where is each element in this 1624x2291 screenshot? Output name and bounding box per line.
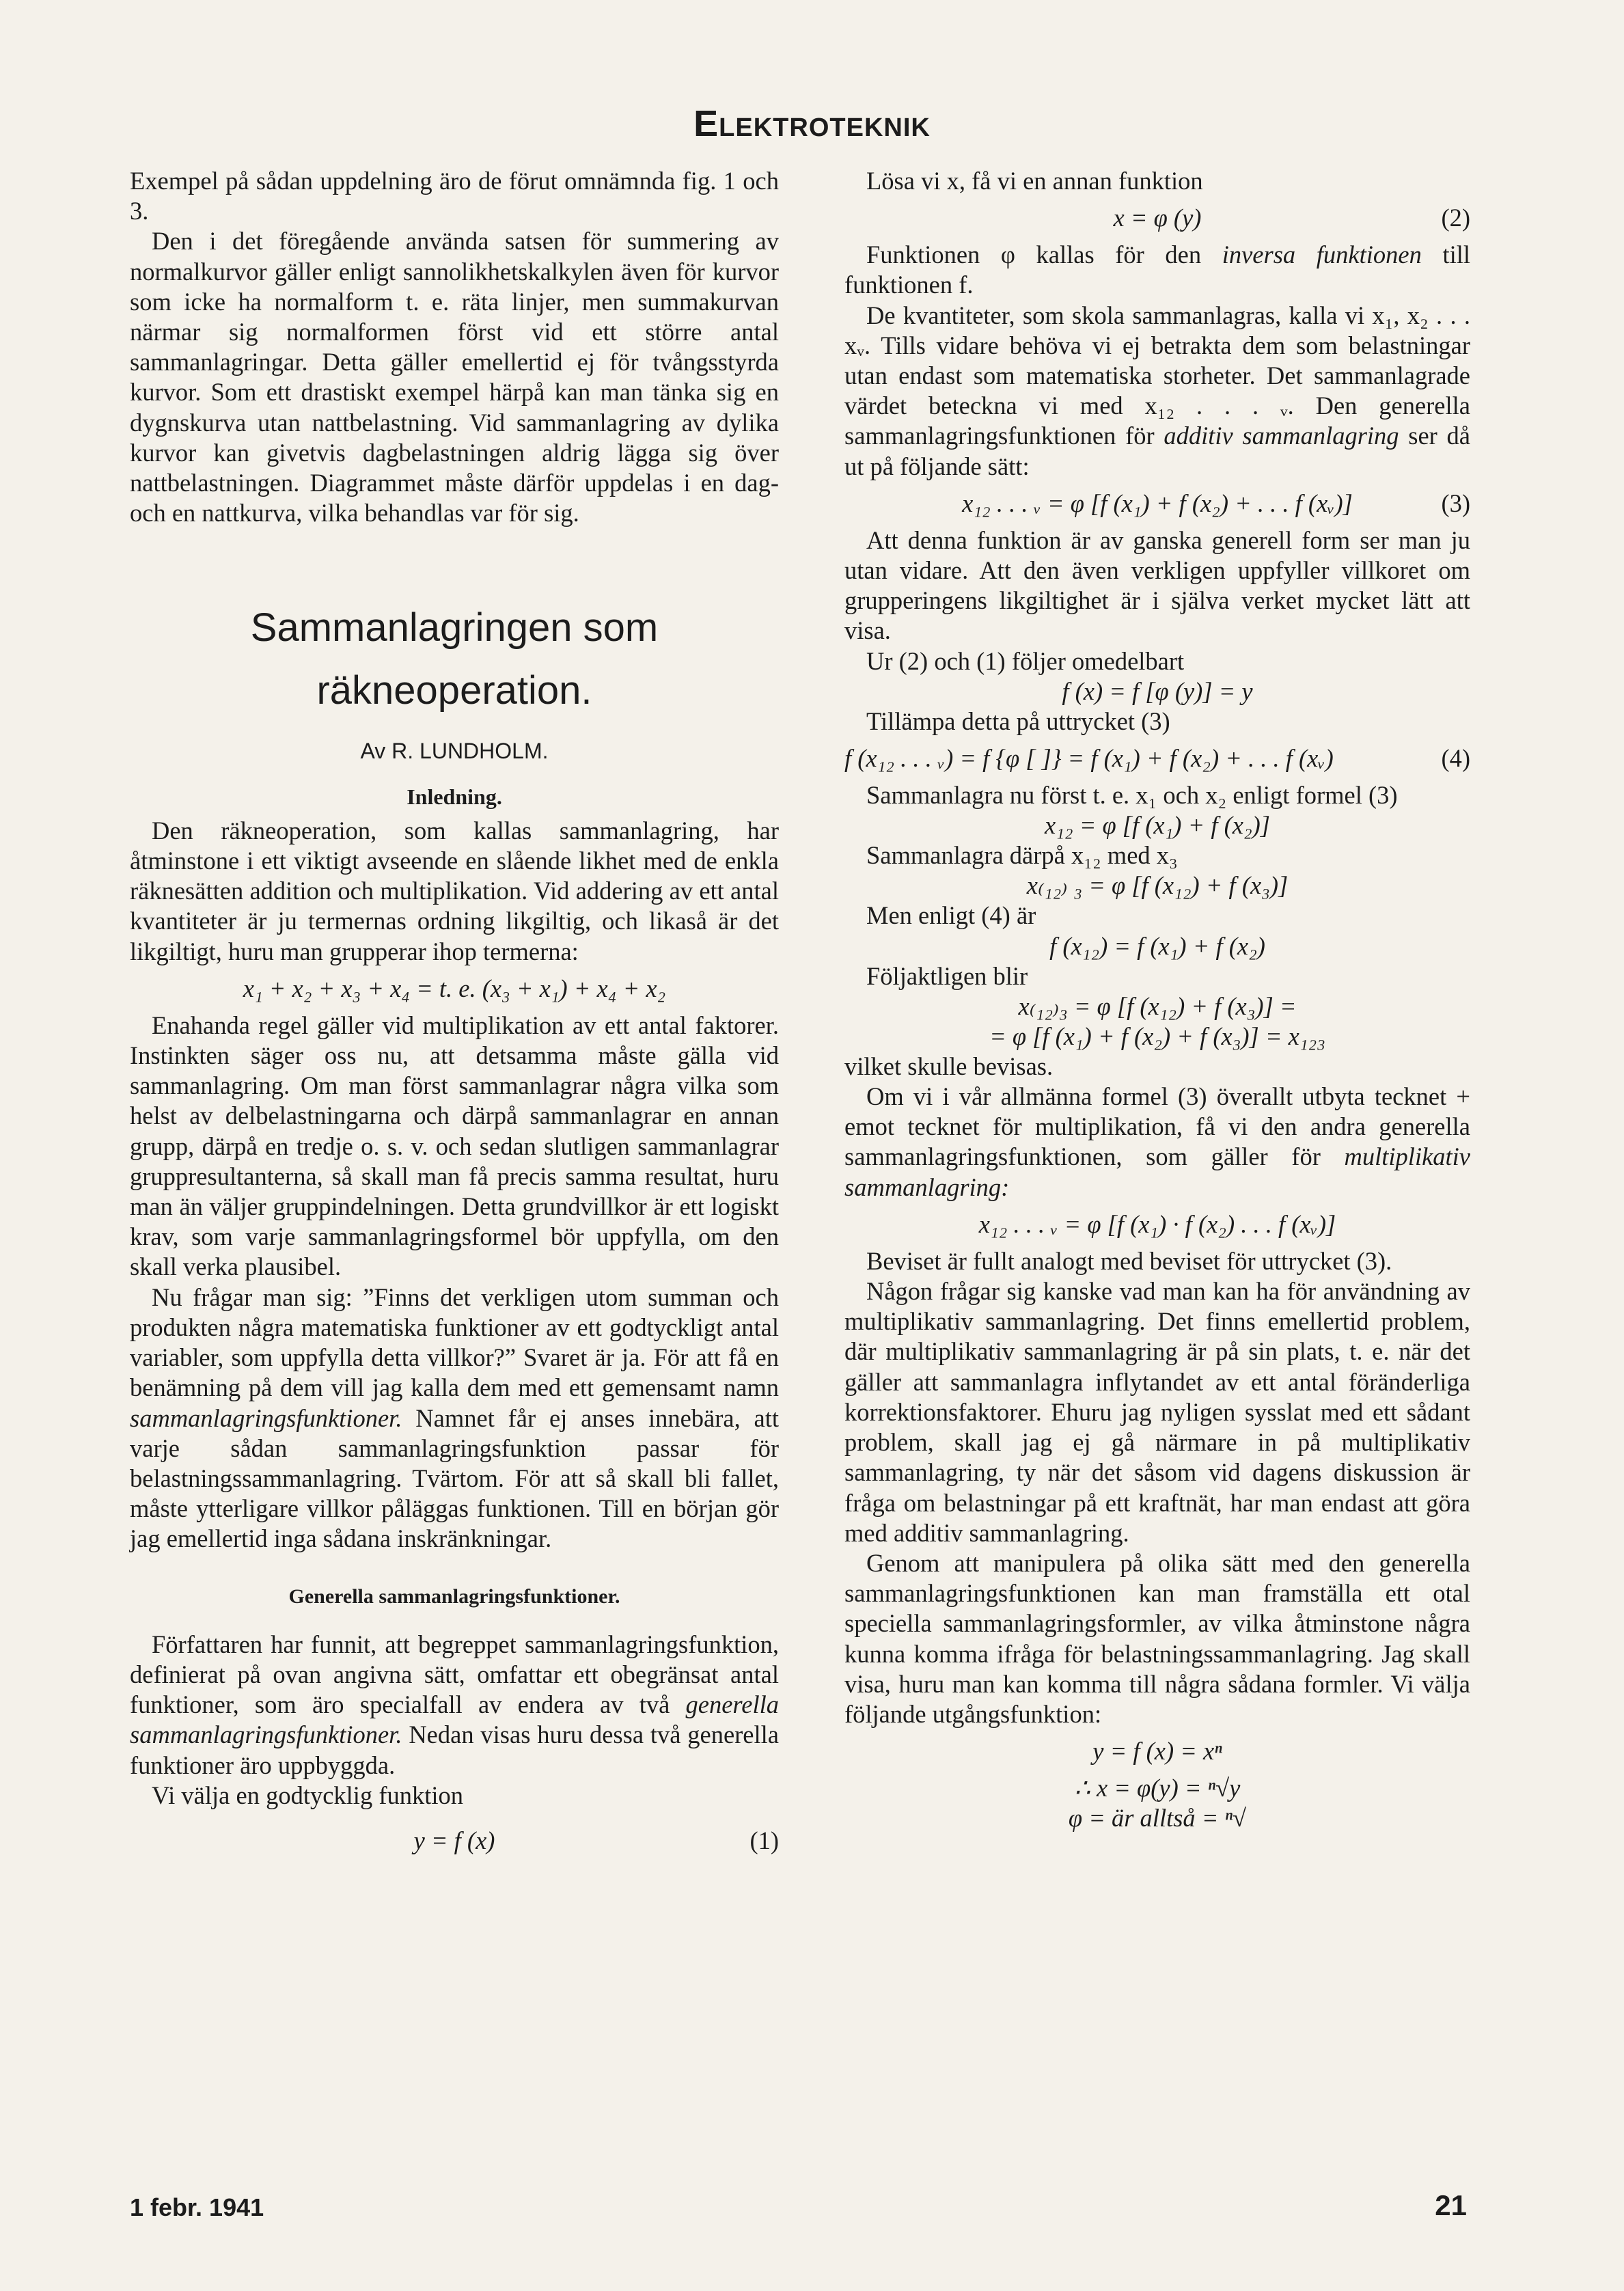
text-run: Funktionen φ kallas för den xyxy=(866,241,1202,269)
equation-text: f (x₁₂ . . . ᵥ) = f {φ [ ]} = f (x₁) + f (x₂) + . . . f (xᵥ) xyxy=(844,744,1334,773)
equation-text: φ = är alltså = ⁿ√ xyxy=(1068,1804,1247,1833)
intro-paragraph: Exempel på sådan uppdelning äro de förut omnämnda fig. 1 och 3. xyxy=(130,167,779,225)
text-run: Om vi i vår allmänna formel (3) överallt utbyta tecknet + emot tecknet för multiplikation, få vi den andra generella sammanlagringsfunktionen, som gäller för xyxy=(844,1082,1470,1171)
equation-text: f (x₁₂) = f (x₁) + f (x₂) xyxy=(1049,931,1265,960)
equation xyxy=(844,1803,1470,1833)
text-run: Namnet får ej anses innebära, att varje sådan sammanlagringsfunktion passar för belastningssammanlagring. Tvärtom. För att så skall bli fallet, måste ytterligare villkor påläggas funktionen. Till en början gör jag emellertid inga sådana inskränkningar. xyxy=(130,1403,780,1553)
equation xyxy=(844,810,1470,840)
text-run: Nu frågar man sig: ”Finns det verkligen utom summan och produkten några matematiska funktioner av ett godtyckligt antal variabler, som uppfylla detta villkor?” Svaret är ja. För att få en benämning på dem vill jag kalla dem med ett gemensamt namn xyxy=(130,1282,779,1402)
section-header: Elektroteknik xyxy=(693,103,931,144)
footer-date: 1 febr. 1941 xyxy=(130,2193,264,2221)
equation-text: y = f (x) = xⁿ xyxy=(1092,1737,1222,1766)
subheading: Inledning. xyxy=(407,784,502,809)
equation-4 xyxy=(844,743,1470,773)
emphasis: additiv sammanlagring xyxy=(1164,422,1399,450)
equation-text: x₍₁₂₎ ₃ = φ [f (x₁₂) + f (x₃)] xyxy=(1026,871,1289,900)
equation xyxy=(844,1773,1470,1803)
left-column xyxy=(130,166,779,1863)
equation xyxy=(844,870,1470,901)
equation-2 xyxy=(844,203,1470,233)
equation-text: y = f (x) xyxy=(413,1826,495,1854)
body-paragraph: Sammanlagra därpå x₁₂ med x₃ xyxy=(866,841,1178,870)
body-paragraph: Följaktligen blir xyxy=(866,961,1028,990)
equation-number: (2) xyxy=(1441,204,1470,232)
body-paragraph: Ur (2) och (1) följer omedelbart xyxy=(866,646,1185,675)
equation xyxy=(844,1736,1470,1766)
emphasis: inversa funktionen xyxy=(1222,241,1422,269)
right-column xyxy=(844,166,1470,1833)
text-run: till funktionen f. xyxy=(844,241,1471,299)
body-paragraph: Lösa vi x, få vi en annan funktion xyxy=(866,167,1203,195)
body-paragraph: Att denna funktion är av ganska generell form ser man ju utan vidare. Att den även verkligen uppfyller villkoret om grupperingens likgiltighet är i själva verket mycket lätt att visa. xyxy=(844,525,1470,645)
article-title: Sammanlagringen som räkneoperation. xyxy=(250,605,659,713)
body-paragraph: Tillämpa detta på uttrycket (3) xyxy=(866,706,1170,735)
body-paragraph: Beviset är fullt analogt med beviset för uttrycket (3). xyxy=(866,1246,1392,1275)
equation xyxy=(844,1021,1470,1052)
byline: Av R. LUNDHOLM. xyxy=(360,739,549,764)
equation xyxy=(844,991,1470,1021)
body-paragraph xyxy=(130,1282,779,1554)
equation-number: (3) xyxy=(1441,489,1470,517)
equation-text: x₁ + x₂ + x₃ + x₄ = t. e. (x₃ + x₁) + x₄ + x₂ xyxy=(243,974,666,1002)
emphasis: multiplikativ sammanlagring: xyxy=(844,1142,1471,1201)
text-run: ser då ut på följande sätt: xyxy=(844,422,1470,480)
equation-text: = φ [f (x₁) + f (x₂) + f (x₃)] = x₁₂₃ xyxy=(989,1021,1325,1050)
equation xyxy=(844,1209,1470,1239)
equation-text: f (x) = f [φ (y)] = y xyxy=(1062,676,1253,705)
body-paragraph: Enahanda regel gäller vid multiplikation av ett antal faktorer. Instinkten säger oss nu, att detsamma måste gälla vid sammanlagring. Om man först sammanlagrar några vilka som helst av delbelastningarna och därpå sammanlagrar en annan grupp, därpå en tredje o. s. v. och sedan slutligen sammanlagrar gruppresultanterna, så skall man få precis samma resultat, huru man än väljer gruppindelningen. Detta grundvillkor är ett logiskt krav, som varje sammanlagringsformel bör uppfylla, om den skall verka plausibel. xyxy=(130,1011,779,1281)
body-paragraph xyxy=(844,301,1470,482)
equation xyxy=(844,676,1470,706)
body-paragraph: Den räkneoperation, som kallas sammanlagring, har åtminstone i ett viktigt avseende en slående likhet med de enkla räknesätten addition och multiplikation. Vid addering av ett antal kvantiteter är ju termernas ordning likgiltig, och likaså är det likgiltigt, huru man grupperar ihop termerna: xyxy=(130,816,779,965)
body-paragraph: Vi välja en godtycklig funktion xyxy=(152,1781,464,1809)
equation-text: x = φ (y) xyxy=(1113,204,1202,232)
equation-text: x₁₂ = φ [f (x₁) + f (x₂)] xyxy=(1045,811,1270,840)
equation xyxy=(130,974,779,1004)
equation-text: x₍₁₂₎₃ = φ [f (x₁₂) + f (x₃)] = xyxy=(1018,991,1297,1020)
intro-paragraph: Den i det föregående använda satsen för summering av normalkurvor gäller enligt sannolikhetskalkylen även för kurvor som icke ha normalform t. e. räta linjer, men summakurvan närmar sig normalformen först vid ett större antal sammanlagringar. Detta gäller emellertid ej för tvångsstyrda kurvor. Som ett drastiskt exempel härpå kan man tänka sig en dygnskurva utan nattbelastning. Vid sammanlagring av dylika kurvor kan givetvis dagbelastningen aldrig lägga sig över nattbelastningen. Diagrammet måste därför uppdelas i en dag- och en nattkurva, vilka behandlas var för sig. xyxy=(130,227,779,527)
body-paragraph: Genom att manipulera på olika sätt med den generella sammanlagringsfunktionen kan man framställa ett otal speciella sammanlagringsformler, av vilka åtminstone några kunna komma ifråga för belastningssammanlagring. Jag skall visa, huru man kan komma till några sådana formler. Vi välja följande utgångsfunktion: xyxy=(844,1548,1470,1728)
equation xyxy=(844,931,1470,961)
subheading: Generella sammanlagringsfunktioner. xyxy=(288,1585,620,1608)
text-run: Nedan visas huru dessa två generella funktioner äro uppbyggda. xyxy=(130,1720,779,1779)
body-paragraph xyxy=(844,1082,1470,1203)
equation-text: ∴ x = φ(y) = ⁿ√y xyxy=(1074,1774,1241,1802)
equation-text: x₁₂ . . . ᵥ = φ [f (x₁) · f (x₂) . . . f (xᵥ)] xyxy=(978,1209,1336,1238)
body-paragraph: Någon frågar sig kanske vad man kan ha för användning av multiplikativ sammanlagring. Det finns emellertid problem, där multiplikativ sammanlagring är på sin plats, t. e. när det gäller att sammanlagra inflytandet av ett antal föränderliga korrektionsfaktorer. Ehuru jag nyligen sysslat med ett sådant problem, skall jag ej gå närmare in på multiplikativ sammanlagring, ty när det såsom vid dagens diskussion är fråga om belastningar på ett kraftnät, har man endast att göra med additiv sammanlagring. xyxy=(844,1277,1470,1547)
emphasis: sammanlagringsfunktioner. xyxy=(130,1403,402,1432)
body-paragraph xyxy=(130,1630,779,1781)
body-paragraph: Sammanlagra nu först t. e. x₁ och x₂ enligt formel (3) xyxy=(866,781,1398,810)
equation-text: x₁₂ . . . ᵥ = φ [f (x₁) + f (x₂) + . . . f (xᵥ)] xyxy=(962,489,1353,517)
body-paragraph: vilket skulle bevisas. xyxy=(844,1052,1054,1080)
body-paragraph: Men enligt (4) är xyxy=(866,901,1036,930)
emphasis: generella sammanlagringsfunktioner. xyxy=(130,1690,779,1749)
equation-number: (1) xyxy=(749,1826,779,1854)
equation-3 xyxy=(844,489,1470,519)
page-number: 21 xyxy=(1435,2189,1467,2221)
text-run: De kvantiteter, som skola sammanlagras, kalla vi x₁, x₂ . . . xᵥ. Tills vidare behöva vi ej betrakta dem som belastningar utan endast som matematiska storheter. Det sammanlagrade värdet betecknа vi med x₁₂ . . . ᵥ. Den generella sammanlagringsfunktionen för xyxy=(844,301,1470,450)
equation-number: (4) xyxy=(1441,744,1470,773)
equation-1 xyxy=(130,1826,779,1856)
body-paragraph xyxy=(844,240,1470,300)
text-run: Författaren har funnit, att begreppet sammanlagringsfunktion, definierat på ovan angivna sätt, omfattar ett obegränsat antal funktioner, som äro specialfall av endera av två xyxy=(130,1630,779,1719)
